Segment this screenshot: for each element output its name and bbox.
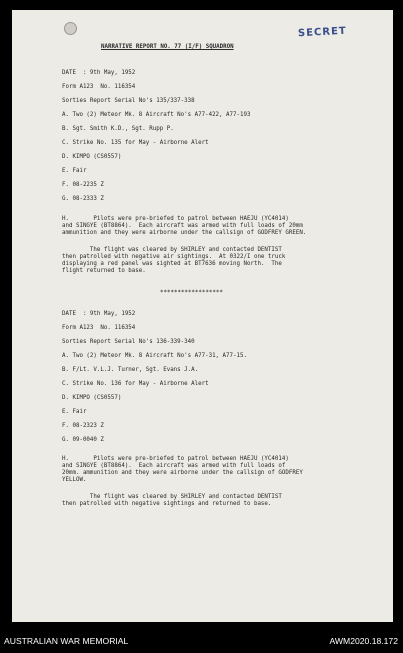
report1-landing: G. 08-2333 Z	[62, 196, 104, 202]
report2-aircraft: A. Two (2) Meteor Mk. 8 Aircraft No's A77-31, A77-15.	[62, 353, 247, 359]
report1-aircraft: A. Two (2) Meteor Mk. 8 Aircraft No's A77-422, A77-193	[62, 112, 251, 118]
report1-para-line: displaying a red panel was sighted at BT7636 moving North. The	[62, 261, 282, 267]
report1-para-line: The flight was cleared by SHIRLEY and contacted DENTIST	[62, 247, 282, 253]
section-separator: ******************	[160, 290, 223, 296]
report1-sorties: Sorties Report Serial No's 135/337-338	[62, 98, 195, 104]
report1-h-line: ammunition and they were airborne under the callsign of GODFREY GREEN.	[62, 230, 307, 236]
report1-form: Form A123 No. 116354	[62, 84, 136, 90]
report2-sorties: Sorties Report Serial No's 136-339-340	[62, 339, 195, 345]
report2-takeoff: F. 08-2323 Z	[62, 423, 104, 429]
report1-weather: E. Fair	[62, 168, 87, 174]
report2-h-line: and SINGYE (BT8864). Each aircraft was armed with full loads of	[62, 463, 286, 469]
report2-landing: G. 09-0040 Z	[62, 437, 104, 443]
footer-source: AUSTRALIAN WAR MEMORIAL	[4, 636, 129, 646]
report1-takeoff: F. 08-2235 Z	[62, 182, 104, 188]
report1-h-line: and SINGYE (BT8864). Each aircraft was armed with full loads of 20mm	[62, 223, 303, 229]
report2-h-line: 20mm. ammunition and they were airborne under the callsign of GODFREY	[62, 470, 303, 476]
report1-base: D. KIMPO (CS0557)	[62, 154, 122, 160]
report2-base: D. KIMPO (CS0557)	[62, 395, 122, 401]
report-title: NARRATIVE REPORT NO. 77 (I/F) SQUADRON	[101, 44, 234, 50]
report1-date: DATE : 9th May, 1952	[62, 70, 136, 76]
report2-para-line: then patrolled with negative sightings and returned to base.	[62, 501, 272, 507]
report2-h-line: YELLOW.	[62, 477, 87, 483]
report2-h-line: H. Pilots were pre-briefed to patrol between HAEJU (YC4014)	[62, 456, 289, 462]
report1-strike: C. Strike No. 135 for May - Airborne Alert	[62, 140, 209, 146]
report2-date: DATE : 9th May, 1952	[62, 311, 136, 317]
report2-form: Form A123 No. 116354	[62, 325, 136, 331]
footer-bar	[0, 623, 403, 653]
report2-strike: C. Strike No. 136 for May - Airborne Alert	[62, 381, 209, 387]
report1-para-line: then patrolled with negative air sightings. At 0322/I one truck	[62, 254, 286, 260]
report1-h-line: H. Pilots were pre-briefed to patrol between HAEJU (YC4014)	[62, 216, 289, 222]
secret-stamp: SECRET	[297, 25, 347, 40]
report1-pilots: B. Sgt. Smith K.D., Sgt. Rupp P.	[62, 126, 174, 132]
report2-para-line: The flight was cleared by SHIRLEY and contacted DENTIST	[62, 494, 282, 500]
report2-pilots: B. F/Lt. V.L.J. Turner, Sgt. Evans J.A.	[62, 367, 199, 373]
footer-accession: AWM2020.18.172	[329, 636, 398, 646]
report1-para-line: flight returned to base.	[62, 268, 146, 274]
report2-weather: E. Fair	[62, 409, 87, 415]
punch-hole	[64, 22, 77, 35]
